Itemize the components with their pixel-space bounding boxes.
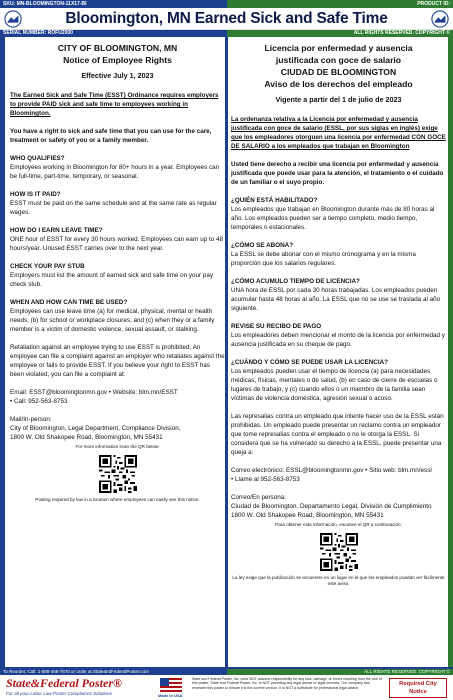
spanish-mail-line2: 1800 W. Old Shakopee Road, Bloomington, MN 55431: [231, 512, 384, 519]
spanish-header-line2: justificada con goce de salario: [275, 55, 402, 65]
english-use-title: WHEN AND HOW CAN TIME BE USED?: [10, 299, 128, 306]
english-column: [10, 42, 225, 662]
english-header-city: CITY OF BLOOMINGTON, MN: [57, 43, 178, 53]
reorder-text[interactable]: To Reorder, Call: 1-888-488-7670 or order at StateandFederalPoster.com: [0, 669, 227, 675]
spanish-use-body: Los empleados pueden usar el tiempo de licencia (a) para necesidades médicas, físicas, mentales o de salud, (b) en caso de cierre de escuelas o lugares de trabajo, y (c) cuando ellos o un miembro de la familia sean víctimas de violencia doméstica, agresión sexual o acoso.: [231, 368, 438, 402]
serial-number: SERIAL NUMBER: ROFU2000: [0, 30, 227, 37]
english-mail-title: Mail/In-person:: [10, 416, 52, 423]
english-effective-date: Effective July 1, 2023: [81, 71, 154, 80]
spanish-who-title: ¿QUIÉN ESTÁ HABILITADO?: [231, 197, 318, 204]
brand-logo: [6, 676, 126, 696]
english-qr-caption: For more information scan the QR below:: [75, 444, 160, 449]
spanish-retaliation: Las represalias contra un empleado que intente hacer uso de la ESSL están prohibidas. Un empleado puede presentar un reclamo contra un empleador que tome represalias contra el empleado o no le otorga la ESSL. Si considera que se ha vulnerado su derecho a la ESSL, puede presentar una queja a:: [231, 413, 444, 456]
spanish-earn-title: ¿CÓMO ACUMULO TIEMPO DE LICENCIA?: [231, 278, 360, 285]
left-border: [0, 37, 5, 667]
required-notice-badge: Required City Notice: [389, 678, 447, 698]
spanish-who-body: Los empleados que trabajan en Bloomington durante más de 80 horas al año. Los empleados pueden ser a tiempo completo, medio tiempo, temporales o estacionales.: [231, 206, 435, 231]
legal-disclaimer: State and Federal Poster, Inc. does NOT assume responsibility for any loss, damage, or errors resulting from the use of this poster. State and Federal Poster, Inc. is NOT providing any legal advice or legal services. Our company has reviewed this poster to ensure it is the current version. It is NOT a substitute for professional legal advice.: [192, 677, 382, 690]
title-bar: [0, 8, 453, 30]
state-seal-icon: [4, 10, 22, 28]
qr-code-icon[interactable]: [99, 455, 137, 493]
us-flag-icon: [160, 678, 182, 692]
english-right-statement: You have a right to sick and safe time that you can use for the care, treatment or safety of you or a family member.: [10, 128, 212, 144]
reorder-strip: [0, 669, 453, 675]
footer-copyright: ALL RIGHTS RESERVED. COPYRIGHT ©: [227, 669, 453, 675]
spanish-posting-note: La ley exige que la publicación se encuentre en un lugar en el que los empleados puedan ver fácilmente este aviso.: [232, 575, 445, 586]
spanish-stub-title: REVISE SU RECIBO DE PAGO: [231, 323, 322, 330]
spanish-right-statement: Usted tiene derecho a recibir una licencia por enfermedad y ausencia justificada que puede usar para la atención, el tratamiento o el cuidado de un familiar o el suyo propio.: [231, 161, 444, 186]
spanish-header-line3: CIUDAD DE BLOOMINGTON: [280, 67, 397, 77]
english-call-line: • Call: 952-563-8753: [10, 398, 68, 405]
spanish-mail-title: Correo/En persona:: [231, 494, 286, 501]
spanish-stub-body: Los empleadores deben mencionar el monto de la licencia por enfermedad y ausencia justificada en su cheque de pago.: [231, 332, 445, 348]
qr-code-icon[interactable]: [320, 533, 358, 571]
english-earn-title: HOW DO I EARN LEAVE TIME?: [10, 227, 103, 234]
brand-tagline: For all your Labor Law Poster Compliance Solutions: [6, 691, 112, 696]
english-mail-line1: City of Bloomington, Legal Department, Compliance Division,: [10, 425, 181, 432]
english-who-title: WHO QUALIFIES?: [10, 155, 65, 162]
product-id-label: PRODUCT ID:: [227, 0, 453, 8]
english-paid-title: HOW IS IT PAID?: [10, 191, 61, 198]
english-earn-body: ONE hour of ESST for every 30 hours worked. Employees can earn up to 48 hours/year. Unused ESST carries over to the next year.: [10, 236, 224, 252]
spanish-qr-caption: Para obtener más información, escanee el QR a continuación:: [275, 522, 402, 527]
spanish-call-line: • Llame al 952-563-8753: [231, 476, 300, 483]
english-posting-note: Posting required by law in a location where employees can easily see this notice.: [35, 497, 200, 502]
english-stub-title: CHECK YOUR PAY STUB: [10, 263, 85, 270]
footer: [0, 667, 453, 700]
made-in-usa-label: Made In USA: [158, 693, 183, 698]
spanish-earn-body: UNA hora de ESSL por cada 30 horas trabajadas. Los empleados pueden acumular hasta 48 horas al año. La ESSL que no se use se traslada al año siguiente.: [231, 287, 441, 312]
spanish-use-title: ¿CUÁNDO Y CÓMO SE PUEDE USAR LA LICENCIA?: [231, 359, 388, 366]
spanish-header-line1: Licencia por enfermedad y ausencia: [264, 43, 413, 53]
copyright-notice: ALL RIGHTS RESERVED. COPYRIGHT ©: [227, 30, 453, 37]
spanish-email-line: Correo electrónico: ESSL@bloomingtonmn.gov • Sitio web: blm.mn/essl: [231, 467, 432, 474]
english-email-line: Email: ESST@bloomingtonmn.gov • Website: blm.mn/ESST: [10, 389, 178, 396]
brand-name: State&Federal Poster®: [6, 676, 122, 690]
right-border: [448, 37, 453, 667]
english-retaliation: Retaliation against an employee trying to use ESST is prohibited. An employee can file a complaint against an employer who retaliates against the employee or fails to provide ESST. If you believe your right to ESST has been violated, you can file a complaint at:: [10, 344, 225, 378]
serial-strip: [0, 30, 453, 37]
sku-label: SKU: MN-BLOOMINGTON-11X17-BI: [0, 0, 227, 8]
english-stub-body: Employers must list the amount of earned sick and safe time on your pay check stub.: [10, 272, 213, 288]
spanish-paid-title: ¿CÓMO SE ABONA?: [231, 242, 294, 249]
english-header-notice: Notice of Employee Rights: [63, 55, 172, 65]
english-use-body: Employees can use leave time (a) for medical, physical, mental or health needs, (b) for school or workplace closures, and (c) when they or a family member is a victim of domestic violence, sexual assault, or stalking.: [10, 308, 215, 333]
spanish-intro: La ordenanza relativa a la Licencia por enfermedad y ausencia justificada con goce de salario (ESSL, por sus siglas en inglés) exige que los empleadores otorguen una licencia por enfermedad CON GOCE DE SALARIO a los empleados que trabajan en Bloomington: [231, 116, 446, 150]
english-mail-line2: 1800 W. Old Shakopee Road, Bloomington, MN 55431: [10, 434, 163, 441]
poster-title: Bloomington, MN Earned Sick and Safe Time: [65, 9, 388, 27]
spanish-header-line4: Aviso de los derechos del empleado: [264, 79, 413, 89]
top-strip: [0, 0, 453, 8]
spanish-mail-line1: Ciudad de Bloomington, Departamento Legal, División de Cumplimiento: [231, 503, 432, 510]
spanish-paid-body: La ESSL se debe abonar con el mismo cronograma y en la misma proporción que los salarios regulares.: [231, 251, 416, 267]
english-who-body: Employees working in Bloomington for 80+ hours in a year. Employees can be full-time, part-time, temporary, or seasonal.: [10, 164, 220, 180]
spanish-effective-date: Vigente a partir del 1 de julio de 2023: [275, 95, 402, 104]
column-divider: [225, 37, 228, 667]
english-paid-body: ESST must be paid on the same schedule and at the same rate as regular wages.: [10, 200, 217, 216]
state-seal-icon: [431, 10, 449, 28]
spanish-column: [231, 42, 446, 662]
english-intro: The Earned Sick and Safe Time (ESST) Ordinance requires employers to provide PAID sick and safe time to employees working in Bloomington.: [10, 92, 219, 117]
